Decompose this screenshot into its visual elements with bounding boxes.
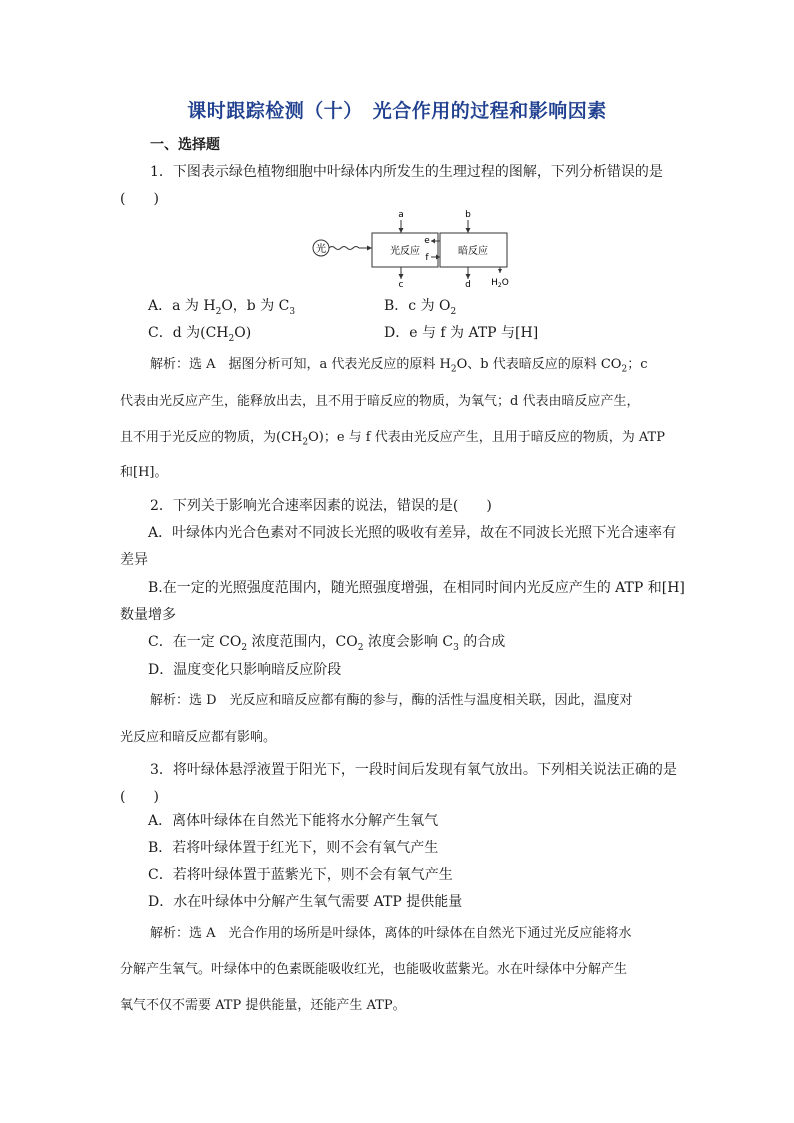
q2-option-b: B.在一定的光照强度范围内，随光照强度增强，在相同时间内光反应产生的 ATP 和[H]	[148, 580, 685, 596]
label-f: f	[425, 253, 429, 263]
q2-option-b-cont: 数量增多	[120, 607, 176, 623]
q1-analysis-line: 解析：选 A 据图分析可知，a 代表光反应的原料 $H_2O$、b 代表暗反应的原料 $CO_2$；c	[150, 357, 648, 375]
q3-analysis-line: 解析：选 A 光合作用的场所是叶绿体，离体的叶绿体在自然光下通过光反应能将水	[150, 926, 632, 941]
q1-analysis-line: 且不用于光反应的物质，为$(CH_2O)$；e 与 f 代表由光反应产生，且用于暗反应的物质，为 ATP	[120, 430, 665, 448]
label-h2o: $H_2O$	[491, 278, 509, 288]
q2-stem: 2．下列关于影响光合速率因素的说法，错误的是( )	[150, 498, 492, 514]
q3-answer-blank: ( )	[120, 789, 159, 805]
page-title: 课时跟踪检测（十） 光合作用的过程和影响因素	[187, 100, 607, 122]
dark-reaction-label: 暗反应	[458, 246, 488, 257]
q3-stem: 3．将叶绿体悬浮液置于阳光下，一段时间后发现有氧气放出。下列相关说法正确的是	[150, 762, 677, 778]
q1-answer-blank: ( )	[120, 191, 159, 207]
label-e: e	[424, 236, 430, 246]
q1-stem: 1．下图表示绿色植物细胞中叶绿体内所发生的生理过程的图解，下列分析错误的是	[150, 164, 663, 180]
section-heading: 一、选择题	[150, 137, 220, 153]
q1-analysis-line: 和[H]。	[120, 465, 168, 480]
q3-option-b: B．若将叶绿体置于红光下，则不会有氧气产生	[148, 840, 439, 856]
q2-option-a-cont: 差异	[120, 552, 148, 568]
light-label: 光	[316, 244, 326, 255]
q1-option-c: C．d 为$(CH_2O)$	[148, 325, 252, 344]
q3-option-c: C．若将叶绿体置于蓝紫光下，则不会有氧气产生	[148, 867, 453, 883]
q3-option-d: D．水在叶绿体中分解产生氧气需要 ATP 提供能量	[148, 894, 463, 910]
q2-option-d: D．温度变化只影响暗反应阶段	[148, 662, 342, 678]
q1-analysis-line: 代表由光反应产生，能释放出去，且不用于暗反应的物质，为氧气；d 代表由暗反应产生，	[120, 394, 640, 409]
light-reaction-label: 光反应	[390, 246, 420, 257]
q1-option-b: B．c 为 $O_2$	[384, 298, 457, 317]
q2-option-c: C．在一定 $CO_2$ 浓度范围内，$CO_2$ 浓度会影响 $C_3$ 的合成	[148, 634, 506, 653]
light-wave	[329, 247, 359, 250]
q1-option-d: D．e 与 f 为 ATP 与[H]	[384, 325, 539, 341]
photosynthesis-diagram	[300, 208, 520, 288]
label-b: b	[465, 210, 471, 220]
label-a: a	[398, 210, 404, 220]
q3-analysis-line: 氧气不仅不需要 ATP 提供能量，还能产生 ATP。	[120, 998, 406, 1013]
q2-analysis-line: 解析：选 D 光反应和暗反应都有酶的参与，酶的活性与温度相关联，因此，温度对	[150, 693, 633, 708]
label-c: c	[398, 280, 404, 288]
q2-analysis-line: 光反应和暗反应都有影响。	[120, 730, 277, 745]
q3-option-a: A．离体叶绿体在自然光下能将水分解产生氧气	[148, 813, 439, 829]
q2-option-a: A．叶绿体内光合色素对不同波长光照的吸收有差异，故在不同波长光照下光合速率有	[148, 525, 677, 541]
q1-option-a: A．a 为 $H_2O$，b 为 $C_3$	[148, 298, 296, 317]
q3-analysis-line: 分解产生氧气。叶绿体中的色素既能吸收红光，也能吸收蓝紫光。水在叶绿体中分解产生	[120, 962, 628, 977]
label-d: d	[465, 280, 471, 288]
